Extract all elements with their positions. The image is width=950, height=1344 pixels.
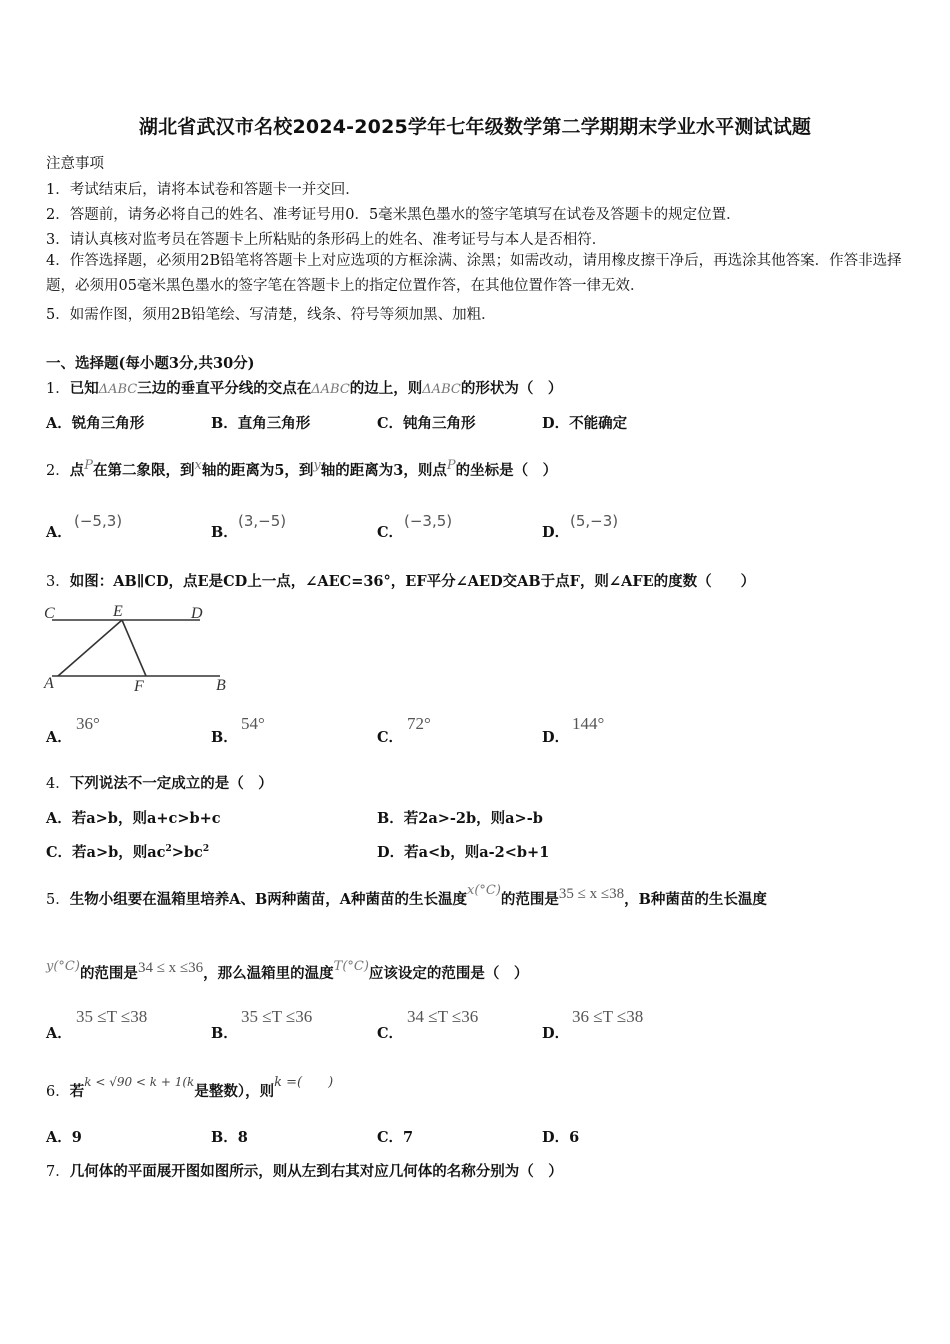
math-expr: x(°C) <box>467 883 501 898</box>
question-3 <box>46 570 755 591</box>
option-c[interactable] <box>377 1022 403 1043</box>
label-d: D <box>191 605 203 622</box>
question-text: 在第二象限，到 <box>92 461 195 479</box>
label-c: C <box>44 605 55 622</box>
option-label: D． <box>377 844 405 861</box>
question-text: 的边上，则 <box>349 380 423 397</box>
option-text: 若a>b，则a+c>b+c <box>71 810 221 827</box>
question-text: 轴的距离为5，到 <box>201 461 314 479</box>
superscript: 2 <box>202 844 210 855</box>
option-text: 若a<b，则a-2<b+1 <box>404 844 550 861</box>
option-text: 36° <box>76 714 100 733</box>
option-text: 若2a>-2b，则a>-b <box>403 810 543 827</box>
option-text: 54° <box>241 714 265 733</box>
option-label: A． <box>46 810 72 827</box>
option-label: A． <box>46 729 72 746</box>
option-text: 8 <box>237 1129 248 1146</box>
label-e: E <box>113 603 123 620</box>
option-c[interactable] <box>377 726 403 747</box>
option-a[interactable] <box>46 1022 72 1043</box>
option-label: B． <box>211 1129 238 1146</box>
option-label: B． <box>377 810 404 827</box>
question-text: 生物小组要在温箱里培养A、B两种菌苗，A种菌苗的生长温度 <box>69 891 467 908</box>
question-text: 三边的垂直平分线的交点在 <box>137 380 312 397</box>
question-5-line-1 <box>46 883 767 909</box>
option-c[interactable] <box>377 1126 413 1147</box>
option-b[interactable] <box>211 412 310 433</box>
option-text: (−3,5) <box>404 512 453 530</box>
math-expr: y(°C) <box>46 959 80 974</box>
question-5-line-2 <box>46 959 529 983</box>
question-text: 点 <box>69 461 85 479</box>
note-item: 1．考试结束后，请将本试卷和答题卡一并交回． <box>46 182 360 198</box>
option-text: >bc <box>171 844 203 861</box>
page-title: 湖北省武汉市名校2024-2025学年七年级数学第二学期期末学业水平测试试题 <box>138 116 812 138</box>
option-a[interactable] <box>46 412 144 433</box>
question-number: 2． <box>46 462 70 479</box>
math-expr: x <box>194 458 202 473</box>
question-6 <box>46 1075 334 1101</box>
question-number: 5． <box>46 892 70 908</box>
option-label: C． <box>46 844 73 861</box>
superscript: 2 <box>165 844 172 855</box>
option-b[interactable] <box>211 521 238 542</box>
option-label: C． <box>377 415 404 432</box>
option-text: 7 <box>403 1129 414 1146</box>
question-text: 应该设定的范围是（ ） <box>368 965 529 982</box>
option-text: 6 <box>569 1129 580 1146</box>
option-label: C． <box>377 1129 404 1146</box>
math-expr: k =( ) <box>274 1075 334 1090</box>
option-label: D． <box>542 1025 570 1042</box>
question-text: 若 <box>69 1083 85 1100</box>
question-number: 7． <box>46 1164 70 1180</box>
note-item: 5．如需作图，须用2B铅笔绘、写清楚，线条、符号等须加黑、加粗． <box>46 307 496 323</box>
option-text: 钝角三角形 <box>403 415 476 432</box>
question-text: 的范围是 <box>500 891 559 908</box>
note-item: 4．作答选择题，必须用2B铅笔将答题卡上对应选项的方框涂满、涂黑；如需改动，请用橡皮擦干净后，再选涂其他答案．作答非选择题，必须用05毫米黑色墨水的签字笔在答题卡上的指定位置作答，在其他位置作答一律无效． <box>46 253 902 294</box>
math-expr: ΔABC <box>98 382 138 397</box>
question-text: 如图：AB∥CD，点E是CD上一点，∠AEC=36°，EF平分∠AED交AB于点F，则∠AFE的度数（ ） <box>69 573 756 590</box>
note-item: 3．请认真核对监考员在答题卡上所粘贴的条形码上的姓名、准考证号与本人是否相符． <box>46 232 607 248</box>
option-label: A． <box>46 1129 72 1146</box>
option-label: C． <box>377 729 404 746</box>
math-expr: ΔABC <box>311 382 350 397</box>
option-text: 若a>b，则ac <box>72 844 166 861</box>
option-a[interactable] <box>46 807 221 828</box>
option-text: (5,−3) <box>570 512 619 530</box>
question-text: 几何体的平面展开图如图所示，则从左到右其对应几何体的名称分别为（ ） <box>69 1163 563 1180</box>
option-label: D． <box>542 1129 570 1146</box>
option-label: D． <box>542 415 570 432</box>
option-label: A． <box>46 415 72 432</box>
option-label: B． <box>211 1025 238 1042</box>
question-text: 下列说法不一定成立的是（ ） <box>69 775 273 792</box>
option-label: B． <box>211 729 238 746</box>
option-c[interactable] <box>377 521 403 542</box>
option-text: (−5,3) <box>74 512 123 530</box>
math-expr: 34 ≤ x ≤36 <box>137 960 204 976</box>
label-f: F <box>134 678 144 695</box>
question-text: 轴的距离为3，则点 <box>320 461 447 479</box>
question-text: 已知 <box>69 380 99 397</box>
option-label: C． <box>377 524 404 541</box>
math-expr: P <box>84 458 93 473</box>
question-text: 的形状为（ ） <box>460 380 563 397</box>
option-text: 35 ≤T ≤36 <box>241 1007 313 1026</box>
line-ef <box>122 620 146 676</box>
option-b[interactable] <box>211 1022 238 1043</box>
question-text: 的坐标是（ ） <box>455 461 558 479</box>
question-7 <box>46 1160 563 1181</box>
option-b[interactable] <box>377 807 543 828</box>
question-2 <box>46 458 557 480</box>
geometry-figure <box>40 600 240 696</box>
option-a[interactable] <box>46 726 72 747</box>
option-label: D． <box>542 524 570 541</box>
section-heading: 一、选择题(每小题3分,共30分) <box>46 355 255 372</box>
option-text: 35 ≤T ≤38 <box>76 1007 148 1026</box>
question-4 <box>46 772 273 793</box>
option-text: 72° <box>407 714 431 733</box>
label-a: A <box>44 675 54 692</box>
option-d[interactable] <box>542 726 569 747</box>
option-text: 34 ≤T ≤36 <box>407 1007 479 1026</box>
note-item: 2．答题前，请务必将自己的姓名、准考证号用0．5毫米黑色墨水的签字笔填写在试卷及答题卡的规定位置． <box>46 207 741 223</box>
option-a[interactable] <box>46 521 72 542</box>
option-c[interactable] <box>377 412 476 433</box>
option-label: A． <box>46 524 72 541</box>
question-number: 6． <box>46 1084 70 1100</box>
math-expr: P <box>446 458 456 473</box>
option-d[interactable] <box>542 521 569 542</box>
option-c[interactable] <box>46 841 209 862</box>
option-d[interactable] <box>377 841 549 862</box>
notes-heading: 注意事项 <box>46 156 104 172</box>
line-ae <box>58 620 122 676</box>
label-b: B <box>216 677 226 694</box>
option-label: D． <box>542 729 570 746</box>
option-label: B． <box>211 524 238 541</box>
option-b[interactable] <box>211 726 238 747</box>
option-b[interactable] <box>211 1126 248 1147</box>
question-number: 3． <box>46 574 70 590</box>
option-text: 直角三角形 <box>237 415 311 432</box>
option-text: (3,−5) <box>238 512 287 530</box>
option-text: 36 ≤T ≤38 <box>572 1007 644 1026</box>
question-text: ，B种菌苗的生长温度 <box>624 891 767 908</box>
option-text: 144° <box>572 714 605 733</box>
question-number: 1． <box>46 381 70 397</box>
math-expr: T(°C) <box>333 959 369 974</box>
option-d[interactable] <box>542 412 627 433</box>
question-text: 的范围是 <box>79 965 138 982</box>
math-expr: ΔABC <box>422 382 461 397</box>
math-expr: k < √90 < k + 1(k <box>84 1075 195 1089</box>
option-label: B． <box>211 415 238 432</box>
option-d[interactable] <box>542 1022 569 1043</box>
option-label: A． <box>46 1025 72 1042</box>
option-text: 9 <box>71 1129 82 1146</box>
question-1 <box>46 377 562 398</box>
math-expr: 35 ≤ x ≤38 <box>558 886 625 902</box>
question-number: 4． <box>46 776 70 792</box>
option-a[interactable] <box>46 1126 82 1147</box>
option-text: 不能确定 <box>569 415 628 432</box>
option-label: C． <box>377 1025 404 1042</box>
question-text: 是整数），则 <box>194 1083 275 1100</box>
option-d[interactable] <box>542 1126 579 1147</box>
math-expr: y <box>313 458 321 473</box>
option-text: 锐角三角形 <box>71 415 145 432</box>
question-text: ，那么温箱里的温度 <box>203 965 334 982</box>
